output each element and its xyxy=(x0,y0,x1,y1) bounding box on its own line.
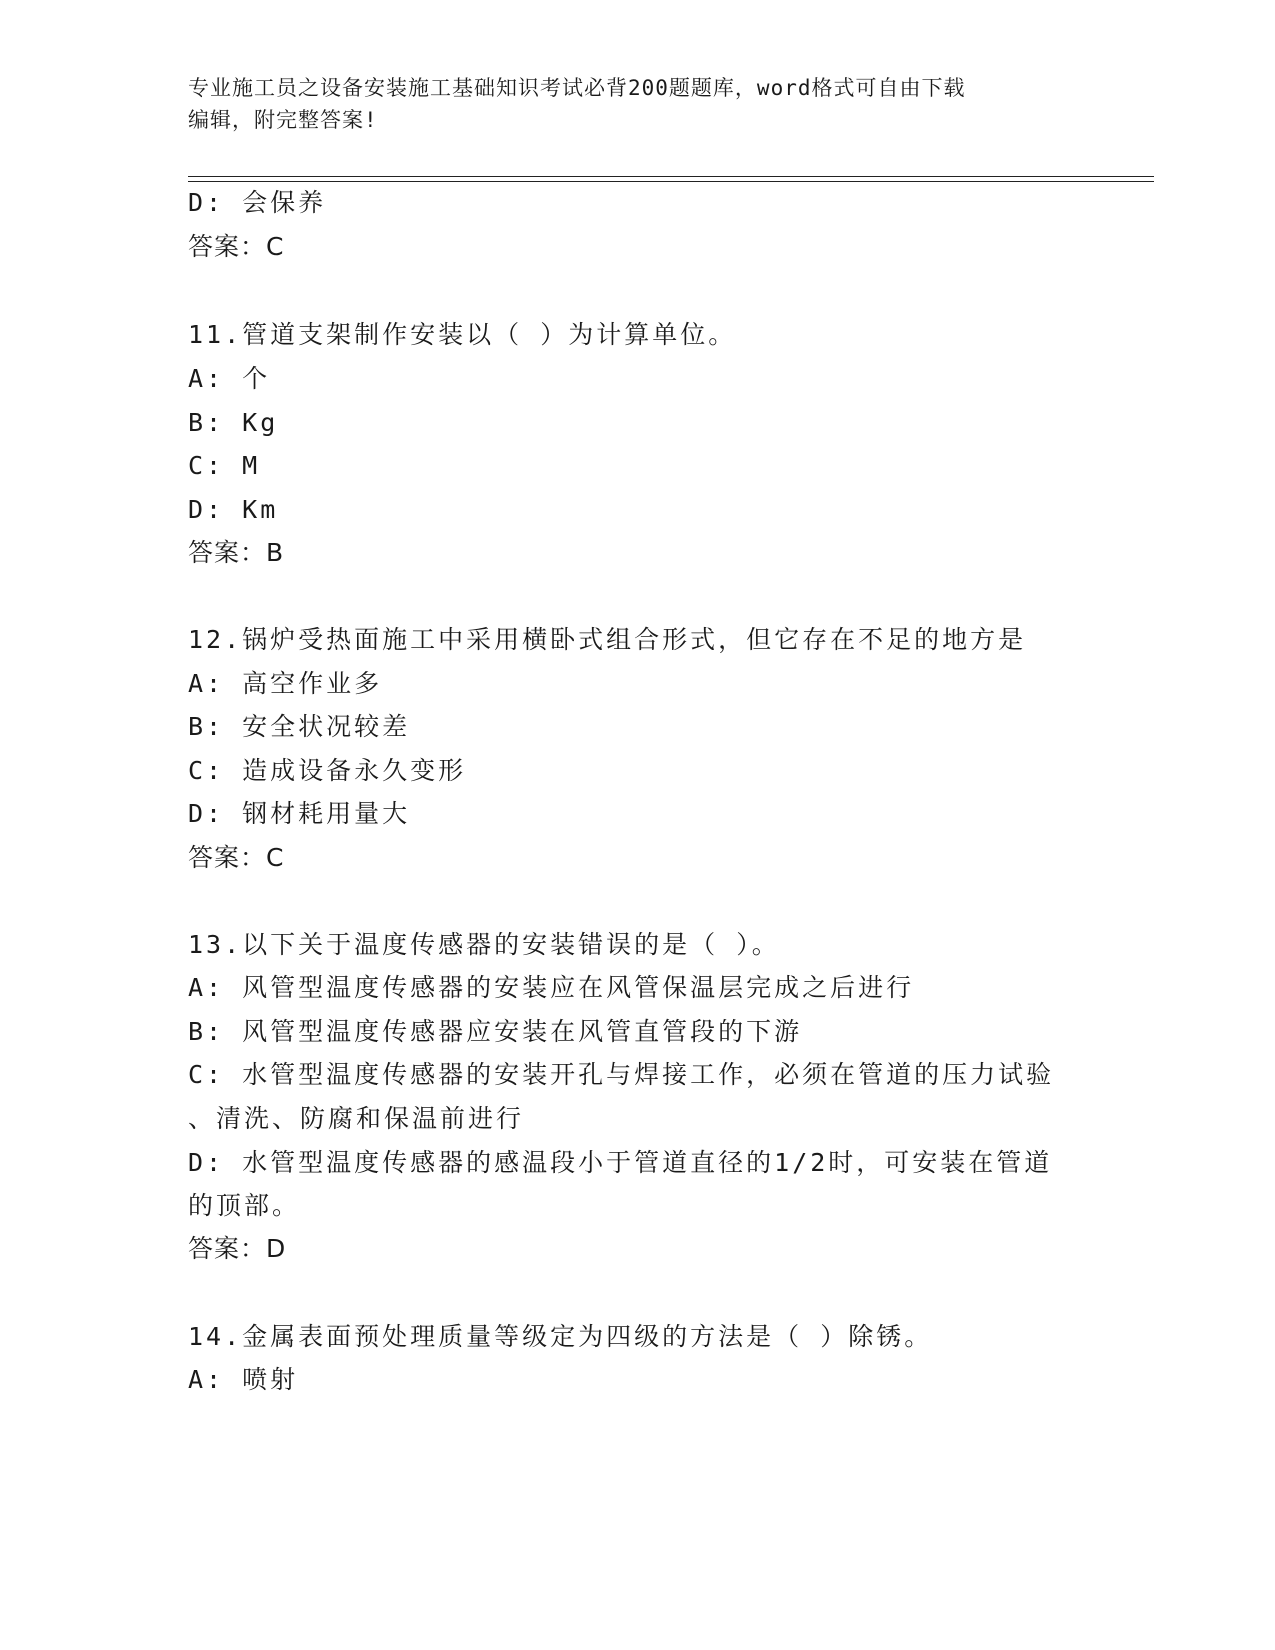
document-header xyxy=(188,72,1088,136)
q12-option-b: B: 安全状况较差 xyxy=(188,712,411,741)
q12-answer: 答案：C xyxy=(188,843,285,872)
q11-answer: 答案：B xyxy=(188,538,285,567)
q13-answer: 答案：D xyxy=(188,1234,287,1263)
header-title-line-2: 编辑，附完整答案! xyxy=(188,108,378,132)
q11-option-a: A: 个 xyxy=(188,364,271,393)
q14-option-a: A: 喷射 xyxy=(188,1365,299,1394)
q12-option-c: C: 造成设备永久变形 xyxy=(188,756,467,785)
q13-option-c-continued: 、清洗、防腐和保温前进行 xyxy=(188,1104,525,1133)
q12-option-a: A: 高空作业多 xyxy=(188,669,383,698)
prev-answer: 答案：C xyxy=(188,232,285,261)
q12-stem: 12.锅炉受热面施工中采用横卧式组合形式，但它存在不足的地方是 xyxy=(188,625,1027,654)
q13-option-d: D: 水管型温度传感器的感温段小于管道直径的1/2时，可安装在管道 xyxy=(188,1148,1053,1177)
q13-option-c: C: 水管型温度传感器的安装开孔与焊接工作，必须在管道的压力试验 xyxy=(188,1060,1055,1089)
q11-stem: 11.管道支架制作安装以（ ）为计算单位。 xyxy=(188,320,737,349)
header-title-line-1: 专业施工员之设备安装施工基础知识考试必背200题题库，word格式可自由下载 xyxy=(188,76,966,100)
q14-stem: 14.金属表面预处理质量等级定为四级的方法是（ ）除锈。 xyxy=(188,1322,933,1351)
q11-option-c: C: M xyxy=(188,451,261,480)
q13-option-b: B: 风管型温度传感器应安装在风管直管段的下游 xyxy=(188,1017,803,1046)
q11-option-b: B: Kg xyxy=(188,408,279,437)
q13-option-d-continued: 的顶部。 xyxy=(188,1191,301,1220)
prev-option-d: D: 会保养 xyxy=(188,188,327,217)
q12-option-d: D: 钢材耗用量大 xyxy=(188,799,411,828)
q13-option-a: A: 风管型温度传感器的安装应在风管保温层完成之后进行 xyxy=(188,973,915,1002)
q11-option-d: D: Km xyxy=(188,495,279,524)
q13-stem: 13.以下关于温度传感器的安装错误的是（ ）。 xyxy=(188,930,780,959)
header-divider xyxy=(188,176,1154,182)
